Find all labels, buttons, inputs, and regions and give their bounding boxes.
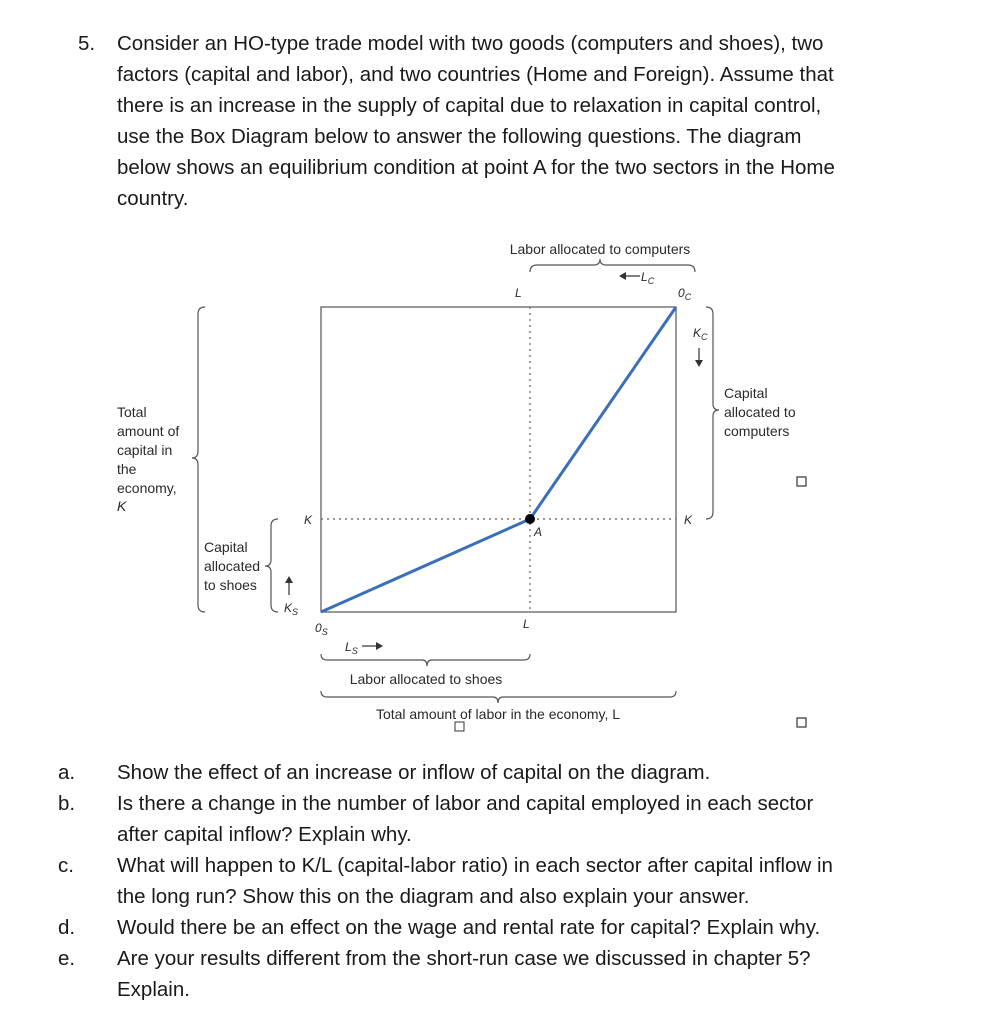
sub-question-letter: e. [58,947,76,970]
ks-arrowhead [285,576,293,583]
sub-question-line: Is there a change in the number of labor and capital employed in each sector [117,792,814,815]
sub-question-line: after capital inflow? Explain why. [117,823,412,846]
labor-computers-label: Labor allocated to computers [509,241,691,257]
sub-question-a [0,757,1003,788]
os-label: $0_S$ [315,621,328,637]
ls-arrowhead [376,642,383,650]
sub-question-c [0,850,1003,912]
sub-question-line: Explain. [117,978,190,1001]
sub-question-d [0,912,1003,943]
k-right-label: K [684,513,693,527]
ls-label: $L_S$ [345,640,358,656]
kc-arrowhead [695,360,703,367]
k-left-label: K [304,513,313,527]
ks-label: $K_S$ [284,601,299,617]
labor-shoes-label: Labor allocated to shoes [349,671,503,687]
sub-question-letter: c. [58,854,74,877]
sub-question-b [0,788,1003,850]
question-line: country. [117,187,189,210]
checkbox-icon [797,477,806,486]
box-frame [321,307,676,612]
sub-question-line: the long run? Show this on the diagram and also explain your answer. [117,885,750,908]
l-bottom-label: L [523,617,530,631]
capital-shoes-brace [265,519,278,612]
question-line: below shows an equilibrium condition at point A for the two sectors in the Home [117,156,835,179]
checkbox-icon [797,718,806,727]
sub-question-letter: a. [58,761,76,784]
capital-computers-brace [706,307,719,519]
question-number: 5. [78,32,96,55]
total-labor-label: Total amount of labor in the economy, L [375,706,621,722]
contract-curve [321,307,676,612]
sub-question-line: Are your results different from the short-run case we discussed in chapter 5? [117,947,811,970]
question-line: factors (capital and labor), and two countries (Home and Foreign). Assume that [117,63,834,86]
sub-question-letter: d. [58,916,76,939]
checkbox-icon [455,722,464,731]
lc-arrowhead [619,272,626,280]
total-labor-brace [321,691,676,703]
labor-computers-brace [530,259,695,272]
capital-shoes-label: Capital allocated to shoes [204,539,261,593]
sub-question-list [0,757,1003,1005]
sub-question-line: Would there be an effect on the wage and rental rate for capital? Explain why. [117,916,821,939]
capital-computers-label: Capital allocated to computers [724,385,796,439]
sub-question-line: What will happen to K/L (capital-labor ratio) in each sector after capital inflow in [117,854,833,877]
l-top-label: L [515,286,522,300]
point-a-marker [525,514,535,524]
question-line: Consider an HO-type trade model with two goods (computers and shoes), two [117,32,824,55]
kc-label: $K_C$ [693,326,708,342]
sub-question-line: Show the effect of an increase or inflow of capital on the diagram. [117,761,711,784]
sub-question-letter: b. [58,792,76,815]
question-line: there is an increase in the supply of capital due to relaxation in capital control, [117,94,822,117]
oc-label: $0_C$ [678,286,692,302]
point-a-label: A [534,525,543,539]
question-line: use the Box Diagram below to answer the following questions. The diagram [117,125,802,148]
lc-label: $L_C$ [641,270,655,286]
sub-question-e [0,943,1003,1005]
total-capital-label: Total amount of capital in the economy, K [117,404,180,514]
